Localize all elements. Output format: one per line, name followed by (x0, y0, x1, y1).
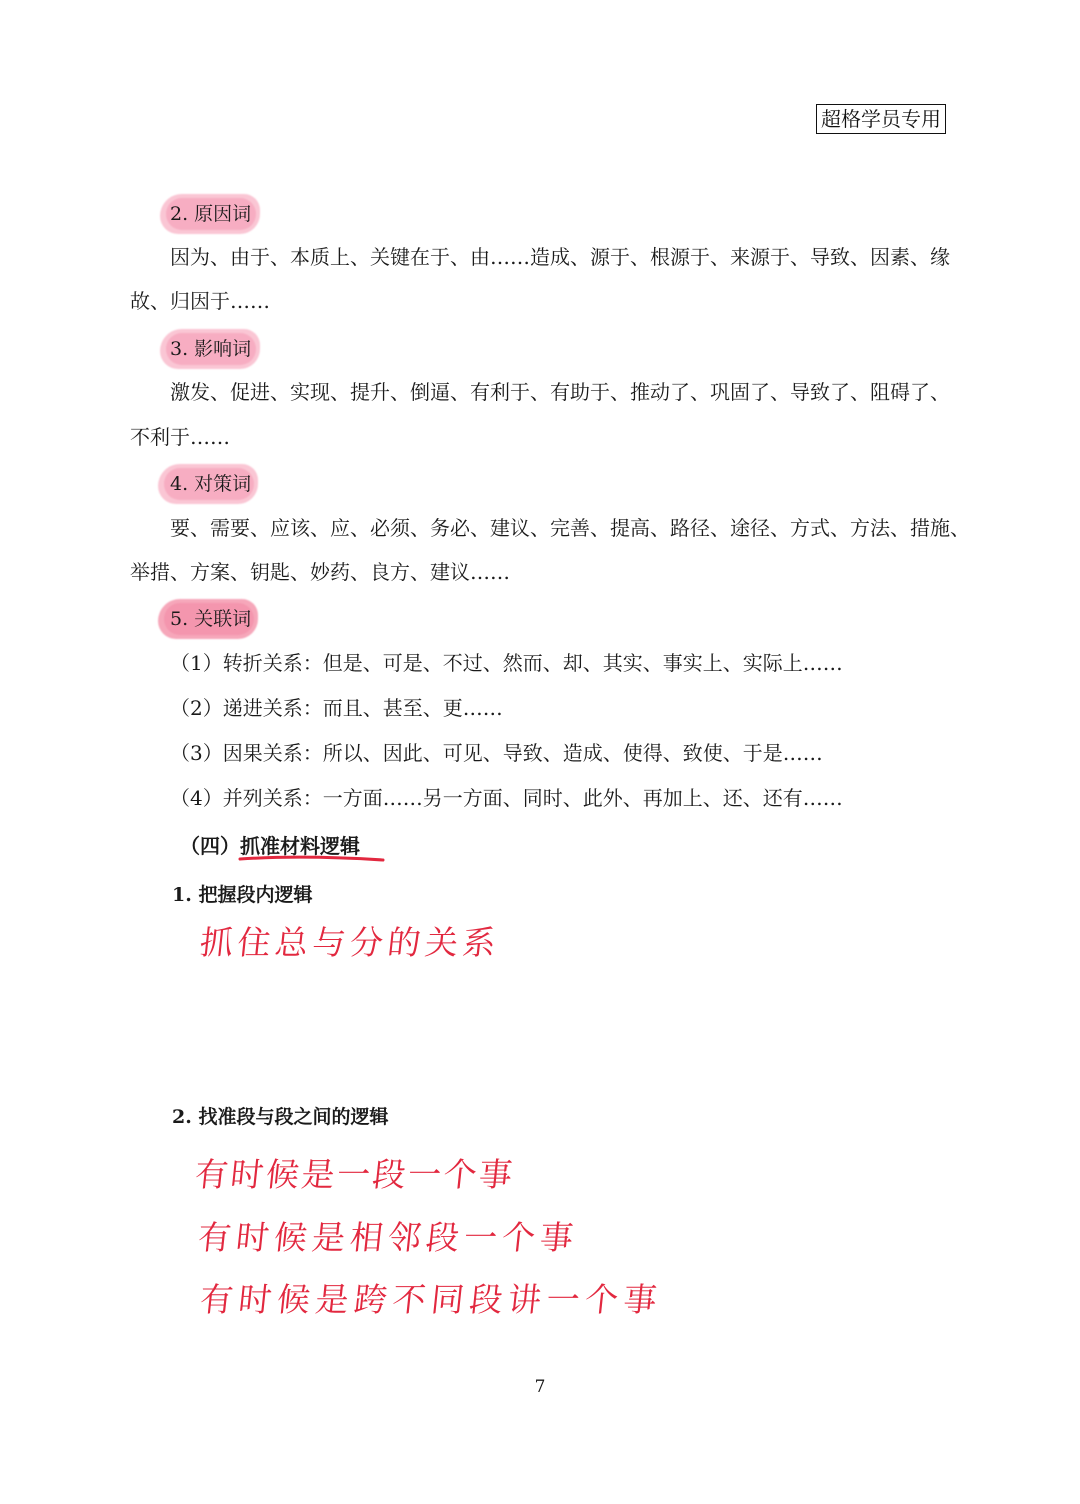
paragraph-line: 故、归因于…… (130, 289, 270, 313)
part-four-title: 抓准材料逻辑 (240, 834, 360, 858)
paragraph-line: 激发、促进、实现、提升、倒逼、有利于、有助于、推动了、巩固了、导致了、阻碍了、 (170, 380, 950, 404)
subsection-title-between-paragraphs: 2. 找准段与段之间的逻辑 (172, 1106, 389, 1128)
list-item: （1）转折关系：但是、可是、不过、然而、却、其实、事实上、实际上…… (170, 651, 843, 675)
list-item: （3）因果关系：所以、因此、可见、导致、造成、使得、致使、于是…… (170, 741, 823, 765)
page-number: 7 (534, 1377, 546, 1397)
subsection-title-within-paragraph: 1. 把握段内逻辑 (172, 884, 313, 906)
part-four-prefix: （四） (180, 834, 240, 858)
section-heading-connective-words: 5. 关联词 (170, 608, 252, 630)
paragraph-line: 要、需要、应该、应、必须、务必、建议、完善、提高、路径、途径、方式、方法、措施、 (170, 516, 970, 540)
paragraph-line: 举措、方案、钥匙、妙药、良方、建议…… (130, 560, 510, 584)
list-item: （2）递进关系：而且、甚至、更…… (170, 696, 503, 720)
student-only-label: 超格学员专用 (816, 104, 946, 134)
handwritten-underline (236, 851, 388, 865)
paragraph-line: 因为、由于、本质上、关键在于、由……造成、源于、根源于、来源于、导致、因素、缘 (170, 245, 950, 269)
handwritten-note: 有时候是一段一个事 (193, 1155, 517, 1194)
section-heading-countermeasure-words: 4. 对策词 (170, 473, 252, 495)
section-heading-reason-words: 2. 原因词 (170, 203, 252, 225)
paragraph-line: 不利于…… (130, 425, 230, 449)
handwritten-note: 有时候是相邻段一个事 (196, 1218, 581, 1257)
section-heading-influence-words: 3. 影响词 (170, 338, 252, 360)
handwritten-note: 有时候是跨不同段讲一个事 (198, 1280, 665, 1319)
handwritten-note: 抓住总与分的关系 (198, 923, 503, 962)
list-item: （4）并列关系：一方面……另一方面、同时、此外、再加上、还、还有…… (170, 786, 843, 810)
